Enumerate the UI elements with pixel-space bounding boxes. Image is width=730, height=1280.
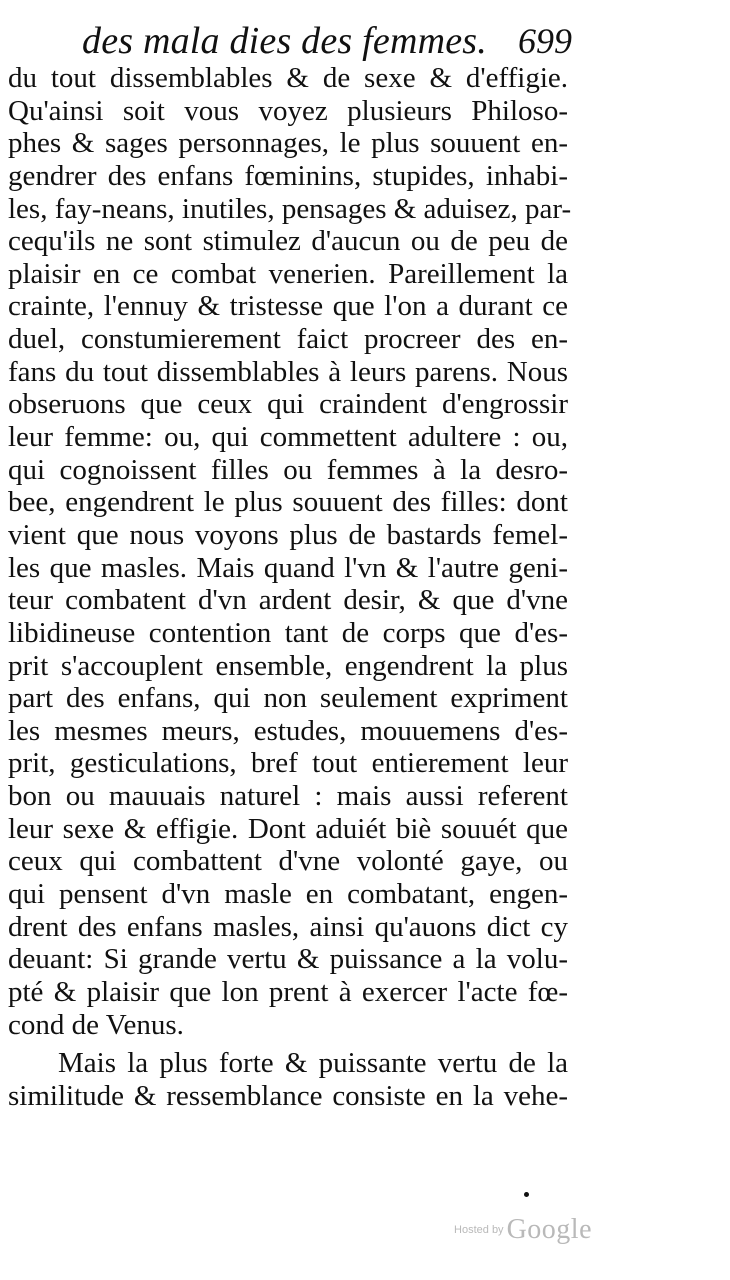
text-line: vient que nous voyons plus de bastards femel-	[8, 518, 568, 551]
watermark-prefix: Hosted by	[454, 1224, 504, 1236]
text-line: Qu'ainsi soit vous voyez plusieurs Philoso-	[8, 94, 568, 127]
text-line: cond de Venus.	[8, 1008, 184, 1041]
text-line: obseruons que ceux qui craindent d'engrossir	[8, 388, 568, 421]
page-number: 699	[518, 21, 572, 61]
text-line: cequ'ils ne sont stimulez d'aucun ou de peu de	[8, 225, 568, 258]
ink-dot	[524, 1192, 529, 1197]
text-line: qui cognoissent filles ou femmes à la desro-	[8, 453, 568, 486]
text-line: les que masles. Mais quand l'vn & l'autre geni-	[8, 551, 568, 584]
text-line: plaisir en ce combat venerien. Pareillement la	[8, 257, 568, 290]
text-line: leur femme: ou, qui commettent adultere : ou,	[8, 421, 568, 454]
text-line: pté & plaisir que lon prent à exercer l'acte fœ-	[8, 975, 568, 1008]
text-line: fans du tout dissemblables à leurs parens. Nous	[8, 355, 568, 388]
text-line: gendrer des enfans fœminins, stupides, inhabi-	[8, 159, 568, 192]
text-line: teur combatent d'vn ardent desir, & que d'vne	[8, 584, 568, 617]
hosted-by-watermark	[454, 1214, 592, 1248]
text-line: phes & sages personnages, le plus souuent en-	[8, 127, 568, 160]
text-line: bon ou mauuais naturel : mais aussi referent	[8, 780, 568, 813]
text-line: duel, constumierement faict procreer des en-	[8, 323, 568, 356]
text-line: ceux qui combattent d'vne volonté gaye, ou	[8, 845, 568, 878]
text-line: Mais la plus forte & puissante vertu de la	[58, 1047, 568, 1080]
running-title: des mala dies des femmes.	[82, 20, 487, 62]
text-line: drent des enfans masles, ainsi qu'auons dict cy	[8, 910, 568, 943]
text-line: crainte, l'ennuy & tristesse que l'on a durant ce	[8, 290, 568, 323]
text-line: similitude & ressemblance consiste en la vehe-	[8, 1079, 568, 1112]
text-line: prit, gesticulations, bref tout entierement leur	[8, 747, 568, 780]
text-line: les, fay-neans, inutiles, pensages & aduisez, par-	[8, 192, 572, 225]
running-head	[82, 18, 572, 64]
text-line: part des enfans, qui non seulement expriment	[8, 682, 568, 715]
text-line: deuant: Si grande vertu & puissance a la volu-	[8, 943, 568, 976]
text-line: prit s'accouplent ensemble, engendrent la plus	[8, 649, 568, 682]
text-line: qui pensent d'vn masle en combatant, engen-	[8, 878, 568, 911]
text-line: leur sexe & effigie. Dont aduiét biè souuét que	[8, 812, 568, 845]
google-logo: Google	[506, 1214, 592, 1245]
text-line: les mesmes meurs, estudes, mouuemens d'es-	[8, 714, 568, 747]
text-line: bee, engendrent le plus souuent des filles: dont	[8, 486, 568, 519]
text-line: du tout dissemblables & de sexe & d'effigie.	[8, 62, 568, 94]
text-line: libidineuse contention tant de corps que d'es-	[8, 616, 568, 649]
body-text	[8, 62, 572, 1113]
